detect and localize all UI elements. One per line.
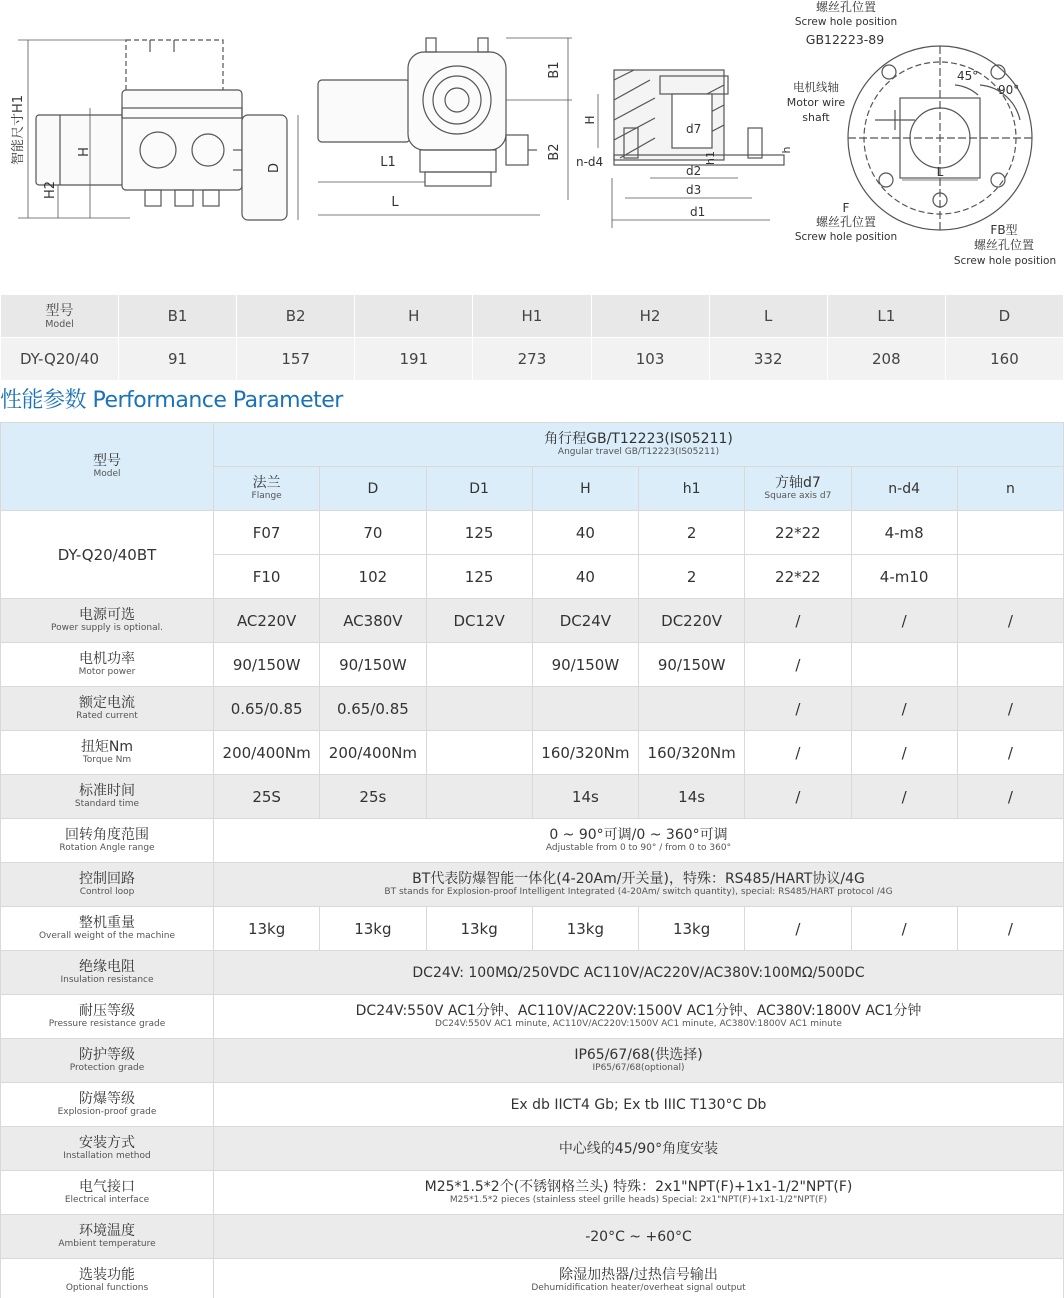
performance-cell: / [851,599,957,643]
performance-parameter-row [1,687,1064,731]
performance-parameter-row [1,1171,1064,1215]
performance-parameter-row [1,1259,1064,1298]
performance-parameter-label: 环境温度 Ambient temperature [1,1215,214,1259]
dimensions-value: 208 [827,338,945,381]
side-view-drawing [18,40,298,220]
performance-cell [426,643,532,687]
performance-subheader-cell: n [957,467,1063,511]
performance-cell: 13kg [426,907,532,951]
performance-parameter-row [1,951,1064,995]
performance-cell: 90/150W [320,643,426,687]
performance-cell: 14s [532,775,638,819]
performance-subheader-cell: 方轴d7 Square axis d7 [745,467,851,511]
performance-cell: / [957,687,1063,731]
d1-label: d1 [690,205,706,219]
dimensions-value: 91 [119,338,237,381]
performance-parameter-label: 防爆等级 Explosion-proof grade [1,1083,214,1127]
performance-cell: / [745,687,851,731]
performance-subheader-cell: h1 [639,467,745,511]
drawing-canvas [0,0,1064,290]
performance-cell: 102 [320,555,426,599]
bolt-l-label: L [936,165,944,179]
angle-45-label: 45° [957,69,979,83]
performance-cell: 90/150W [532,643,638,687]
h-label: H [77,147,92,157]
performance-cell: 200/400Nm [214,731,320,775]
performance-cell: / [745,643,851,687]
performance-parameter-label: 电气接口 Electrical interface [1,1171,214,1215]
performance-cell: F07 [214,511,320,555]
performance-cell: / [957,775,1063,819]
dimensions-value: 103 [591,338,709,381]
performance-table-body [1,423,1064,1298]
performance-cell [426,687,532,731]
dimensions-value-row [1,338,1064,381]
performance-span-cell: IP65/67/68(供选择) IP65/67/68(optional) [214,1039,1064,1083]
performance-cell: 25S [214,775,320,819]
dimensions-value: 191 [355,338,473,381]
d2-label: d2 [686,164,702,178]
performance-group-header: 角行程GB/T12223(IS05211) Angular travel GB/T12223(IS05211) [214,423,1064,467]
performance-cell [957,511,1063,555]
performance-parameter-label: 扭矩Nm Torque Nm [1,731,214,775]
dimensions-col-l1: L1 [827,295,945,338]
performance-cell: / [745,731,851,775]
dimensions-model-value: DY-Q20/40 [1,338,119,381]
fb-screw-en: Screw hole position [953,255,1057,267]
f-screw-en: Screw hole position [794,231,898,243]
performance-parameter-row [1,1039,1064,1083]
d3-label: d3 [686,183,702,197]
flange-h-label: H [583,115,597,125]
performance-parameter-label: 标准时间 Standard time [1,775,214,819]
performance-cell: DC220V [639,599,745,643]
performance-parameter-label: 选装功能 Optional functions [1,1259,214,1298]
b2-label: B2 [547,143,562,161]
performance-cell: 160/320Nm [532,731,638,775]
dimensions-header-row [1,295,1064,338]
performance-cell: / [957,731,1063,775]
f-label: F [842,201,850,215]
performance-span-cell: 除湿加热器/过热信号输出 Dehumidification heater/overheat signal output [214,1259,1064,1298]
performance-cell: 13kg [320,907,426,951]
performance-cell: 90/150W [639,643,745,687]
dimensions-col-h1: H1 [473,295,591,338]
performance-parameter-row [1,1215,1064,1259]
d7-label: d7 [686,122,702,136]
h-small-label: h [780,146,793,154]
nd4-label: n-d4 [576,155,604,169]
dimensions-value: 332 [709,338,827,381]
dimensions-col-b1: B1 [119,295,237,338]
performance-span-cell: BT代表防爆智能一体化(4-20Am/开关量)，特殊：RS485/HART协议/4G BT stands for Explosion-proof Intelligent Integrated (4-20Am/ switch quantity), special: RS485/HART protocol /4G [214,863,1064,907]
dimensions-model-header: 型号 Model [1,295,119,338]
performance-span-cell: DC24V: 100MΩ/250VDC AC110V/AC220V/AC380V:100MΩ/500DC [214,951,1064,995]
performance-parameter-label: 控制回路 Control loop [1,863,214,907]
performance-group-header-row [1,423,1064,467]
performance-parameter-row [1,863,1064,907]
performance-cell: 125 [426,511,532,555]
performance-cell: F10 [214,555,320,599]
performance-cell: 40 [532,511,638,555]
performance-cell: 200/400Nm [320,731,426,775]
performance-cell: 4-m10 [851,555,957,599]
motor-shaft-en2: shaft [802,111,830,124]
performance-span-cell: 0 ~ 90°可调/0 ~ 360°可调 Adjustable from 0 to 90° / from 0 to 360° [214,819,1064,863]
dimensions-value: 160 [945,338,1063,381]
screw-position-en: Screw hole position [794,16,898,28]
performance-cell [639,687,745,731]
performance-parameter-row [1,731,1064,775]
performance-subheader-cell: H [532,467,638,511]
d-label: D [267,162,282,174]
performance-cell: DC24V [532,599,638,643]
dimensions-col-l: L [709,295,827,338]
performance-parameter-row [1,907,1064,951]
b1-label: B1 [547,61,562,79]
performance-cell: 160/320Nm [639,731,745,775]
angle-90-label: 90° [998,83,1020,97]
performance-parameter-row [1,599,1064,643]
dimensions-value: 273 [473,338,591,381]
dimensions-col-h: H [355,295,473,338]
h1-label: 智能尺寸H1 [11,94,26,166]
performance-subheader-cell: 法兰 Flange [214,467,320,511]
performance-cell: 25s [320,775,426,819]
performance-parameter-label: 回转角度范围 Rotation Angle range [1,819,214,863]
dimensions-col-b2: B2 [237,295,355,338]
dimensions-table [0,294,1064,381]
bolt-pattern-drawing [848,46,1032,230]
performance-cell: 0.65/0.85 [214,687,320,731]
performance-model-header: 型号 Model [1,423,214,511]
performance-cell: / [745,775,851,819]
performance-cell: DC12V [426,599,532,643]
performance-cell [532,687,638,731]
performance-model-value: DY-Q20/40BT [1,511,214,599]
performance-parameter-label: 绝缘电阻 Insulation resistance [1,951,214,995]
performance-parameter-row [1,775,1064,819]
performance-cell: AC220V [214,599,320,643]
performance-cell: 40 [532,555,638,599]
performance-cell: 13kg [639,907,745,951]
performance-cell [957,643,1063,687]
performance-parameter-label: 防护等级 Protection grade [1,1039,214,1083]
performance-parameter-row [1,819,1064,863]
performance-span-cell: Ex db IICT4 Gb; Ex tb IIIC T130°C Db [214,1083,1064,1127]
section-title: 性能参数 Performance Parameter [0,388,343,413]
performance-cell: 0.65/0.85 [320,687,426,731]
technical-drawings [0,0,1064,290]
performance-parameter-label: 安装方式 Installation method [1,1127,214,1171]
performance-cell: / [957,599,1063,643]
performance-cell: 14s [639,775,745,819]
motor-shaft-zh: 电机线轴 [793,80,839,94]
performance-cell: / [851,731,957,775]
performance-span-cell: M25*1.5*2个(不锈钢格兰头) 特殊：2x1"NPT(F)+1x1-1/2"NPT(F) M25*1.5*2 pieces (stainless steel grille heads) Special: 2x1"NPT(F)+1x1-1/2"NPT(F) [214,1171,1064,1215]
performance-subheader-cell: n-d4 [851,467,957,511]
l1-label: L1 [380,155,396,170]
fb-screw-zh: 螺丝孔位置 [973,238,1035,252]
h1-small-label: h1 [704,151,717,165]
performance-cell: 22*22 [745,555,851,599]
performance-cell: 4-m8 [851,511,957,555]
standard-label: GB12223-89 [805,32,885,47]
performance-flange-row [1,511,1064,555]
dimensions-value: 157 [237,338,355,381]
performance-subheader-cell: D1 [426,467,532,511]
performance-cell: 125 [426,555,532,599]
performance-parameter-label: 整机重量 Overall weight of the machine [1,907,214,951]
h2-label: H2 [43,180,58,200]
performance-parameter-label: 耐压等级 Pressure resistance grade [1,995,214,1039]
performance-cell: 70 [320,511,426,555]
performance-subheader-cell: D [320,467,426,511]
performance-parameter-row [1,1083,1064,1127]
performance-parameter-label: 电源可选 Power supply is optional. [1,599,214,643]
dimensions-col-h2: H2 [591,295,709,338]
fb-type-label: FB型 [990,223,1018,237]
performance-span-cell: -20°C ~ +60°C [214,1215,1064,1259]
performance-cell: 13kg [214,907,320,951]
f-screw-zh: 螺丝孔位置 [815,215,877,229]
performance-cell [426,775,532,819]
performance-parameter-row [1,643,1064,687]
performance-cell [957,555,1063,599]
performance-cell [426,731,532,775]
performance-cell: / [851,687,957,731]
performance-cell: / [745,599,851,643]
performance-span-cell: DC24V:550V AC1分钟、AC110V/AC220V:1500V AC1分钟、AC380V:1800V AC1分钟 DC24V:550V AC1 minute, AC110V/AC220V:1500V AC1 minute, AC380V:1800V AC1 minute [214,995,1064,1039]
performance-cell: / [851,907,957,951]
performance-cell: 90/150W [214,643,320,687]
screw-position-zh: 螺丝孔位置 [815,0,877,14]
performance-cell: 22*22 [745,511,851,555]
performance-parameter-label: 电机功率 Motor power [1,643,214,687]
performance-table [0,422,1064,1298]
front-view-drawing [318,38,572,215]
performance-cell: 13kg [532,907,638,951]
performance-cell: / [745,907,851,951]
performance-cell [851,643,957,687]
performance-cell: AC380V [320,599,426,643]
dimensions-col-d: D [945,295,1063,338]
motor-shaft-en1: Motor wire [786,96,846,109]
performance-cell: 2 [639,511,745,555]
performance-cell: / [851,775,957,819]
performance-parameter-row [1,1127,1064,1171]
performance-cell: 2 [639,555,745,599]
performance-cell: / [957,907,1063,951]
performance-parameter-label: 额定电流 Rated current [1,687,214,731]
performance-parameter-row [1,995,1064,1039]
performance-span-cell: 中心线的45/90°角度安装 [214,1127,1064,1171]
l-label: L [391,195,399,210]
